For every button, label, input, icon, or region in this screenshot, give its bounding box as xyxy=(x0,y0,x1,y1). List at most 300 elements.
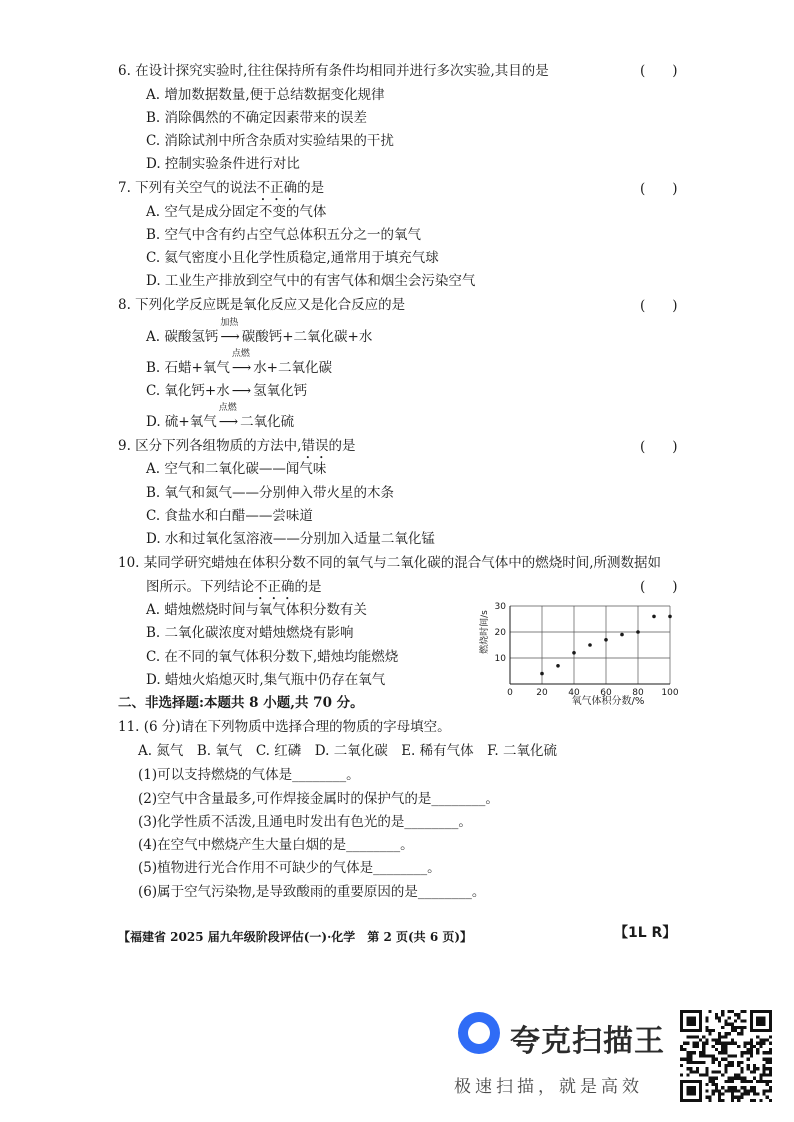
qr-module xyxy=(693,1042,696,1045)
qr-module xyxy=(693,1016,696,1019)
q8-b-reactants: B. 石蜡+氧气 xyxy=(146,360,230,376)
qr-module xyxy=(740,1086,743,1089)
q8-a-products: 碳酸钙+二氧化碳+水 xyxy=(241,329,373,345)
chart-y-tick-label: 20 xyxy=(494,628,506,638)
qr-module xyxy=(756,1020,759,1023)
qr-module xyxy=(718,1096,721,1099)
qr-module xyxy=(721,1035,724,1038)
qr-module xyxy=(750,1054,753,1057)
qr-module xyxy=(762,1051,765,1054)
qr-module xyxy=(724,1048,727,1051)
qr-module xyxy=(693,1070,696,1073)
qr-module xyxy=(747,1080,750,1083)
qr-module xyxy=(724,1045,727,1048)
qr-module xyxy=(734,1089,737,1092)
qr-module xyxy=(728,1077,731,1080)
qr-module xyxy=(759,1099,762,1102)
qr-module xyxy=(686,1058,689,1061)
qr-module xyxy=(766,1067,769,1070)
qr-module xyxy=(769,1029,772,1032)
qr-module xyxy=(705,1029,708,1032)
q6-option-b: B. 消除偶然的不确定因素带来的误差 xyxy=(146,110,368,126)
qr-module xyxy=(737,1064,740,1067)
qr-module xyxy=(762,1092,765,1095)
qr-module xyxy=(753,1029,756,1032)
qr-module xyxy=(740,1070,743,1073)
qr-module xyxy=(750,1039,753,1042)
q10-scatter-chart xyxy=(476,598,686,708)
qr-module xyxy=(699,1096,702,1099)
qr-module xyxy=(762,1080,765,1083)
qr-module xyxy=(750,1042,753,1045)
qr-module xyxy=(696,1067,699,1070)
qr-module xyxy=(769,1051,772,1054)
qr-module xyxy=(769,1061,772,1064)
qr-module xyxy=(728,1086,731,1089)
qr-module xyxy=(759,1039,762,1042)
q7-stem xyxy=(118,179,324,204)
qr-module xyxy=(718,1061,721,1064)
qr-module xyxy=(756,1029,759,1032)
qr-module xyxy=(686,1020,689,1023)
qr-module xyxy=(693,1051,696,1054)
qr-module xyxy=(750,1010,753,1013)
q11-item-5: (5)植物进行光合作用不可缺少的气体是________。 xyxy=(138,860,441,876)
qr-module xyxy=(769,1048,772,1051)
qr-module xyxy=(750,1045,753,1048)
q11-item-6: (6)属于空气污染物,是导致酸雨的重要原因的是________。 xyxy=(138,884,486,900)
q10-stem-post: 的是 xyxy=(294,579,322,595)
qr-module xyxy=(740,1061,743,1064)
qr-module xyxy=(680,1096,683,1099)
qr-module xyxy=(693,1099,696,1102)
qr-module xyxy=(737,1077,740,1080)
chart-x-tick-label: 40 xyxy=(568,688,580,698)
q9-stem-pre: 9. 区分下列各组物质的方法中, xyxy=(118,438,302,454)
qr-module xyxy=(690,1035,693,1038)
qr-module xyxy=(740,1096,743,1099)
qr-module xyxy=(740,1054,743,1057)
qr-module xyxy=(769,1089,772,1092)
qr-module xyxy=(693,1029,696,1032)
qr-module xyxy=(686,1073,689,1076)
qr-module xyxy=(699,1016,702,1019)
reaction-arrow-icon: ⟶ xyxy=(231,360,252,376)
qr-module xyxy=(750,1080,753,1083)
qr-module xyxy=(680,1016,683,1019)
qr-module xyxy=(750,1051,753,1054)
qr-module xyxy=(756,1048,759,1051)
qr-module xyxy=(690,1067,693,1070)
chart-x-tick-label: 0 xyxy=(507,688,513,698)
qr-module xyxy=(731,1010,734,1013)
qr-module xyxy=(680,1023,683,1026)
qr-module xyxy=(680,1080,683,1083)
q8-option-b xyxy=(146,349,332,377)
qr-module xyxy=(747,1064,750,1067)
q11-item-2: (2)空气中含量最多,可作焊接金属时的保护气的是________。 xyxy=(138,791,499,807)
qr-module xyxy=(747,1058,750,1061)
qr-module xyxy=(750,1086,753,1089)
qr-module xyxy=(718,1064,721,1067)
q8-option-c xyxy=(146,382,307,400)
qr-module xyxy=(709,1080,712,1083)
qr-module xyxy=(699,1089,702,1092)
qr-module xyxy=(696,1080,699,1083)
qr-module xyxy=(718,1035,721,1038)
qr-module xyxy=(712,1077,715,1080)
qr-module xyxy=(702,1073,705,1076)
qr-module xyxy=(680,1083,683,1086)
qr-module xyxy=(766,1073,769,1076)
qr-module xyxy=(724,1070,727,1073)
qr-module xyxy=(766,1051,769,1054)
q8-d-arrow xyxy=(217,403,240,431)
qr-module xyxy=(699,1013,702,1016)
qr-module xyxy=(731,1061,734,1064)
chart-x-axis-label: 氧气体积分数/% xyxy=(571,696,645,707)
qr-module xyxy=(680,1058,683,1061)
qr-module xyxy=(686,1051,689,1054)
qr-module xyxy=(724,1020,727,1023)
qr-module xyxy=(715,1048,718,1051)
qr-module xyxy=(683,1042,686,1045)
chart-data-point xyxy=(620,633,624,637)
qr-module xyxy=(769,1099,772,1102)
qr-module xyxy=(705,1016,708,1019)
q7-answer-bracket: ( ) xyxy=(640,181,678,197)
q6-option-a: A. 增加数据数量,便于总结数据变化规律 xyxy=(146,87,385,103)
qr-module xyxy=(747,1089,750,1092)
q7-option-c: C. 氦气密度小且化学性质稳定,通常用于填充气球 xyxy=(146,250,439,266)
chart-y-tick-label: 30 xyxy=(494,602,506,612)
qr-module xyxy=(686,1042,689,1045)
qr-module xyxy=(721,1051,724,1054)
qr-module xyxy=(762,1029,765,1032)
qr-module xyxy=(718,1016,721,1019)
qr-module xyxy=(709,1099,712,1102)
q9-option-d: D. 水和过氧化氢溶液——分别加入适量二氧化锰 xyxy=(146,531,435,547)
qr-module xyxy=(690,1029,693,1032)
qr-module xyxy=(766,1083,769,1086)
qr-module xyxy=(737,1089,740,1092)
qr-module xyxy=(762,1023,765,1026)
qr-module xyxy=(718,1092,721,1095)
qr-module xyxy=(750,1013,753,1016)
qr-module xyxy=(680,1092,683,1095)
q8-option-a xyxy=(146,318,373,346)
qr-module xyxy=(709,1029,712,1032)
qr-module xyxy=(743,1092,746,1095)
qr-module xyxy=(690,1080,693,1083)
qr-module xyxy=(769,1035,772,1038)
qr-module xyxy=(683,1099,686,1102)
qr-module xyxy=(731,1054,734,1057)
qr-module xyxy=(759,1045,762,1048)
q8-a-arrow xyxy=(218,318,241,346)
qr-module xyxy=(737,1073,740,1076)
qr-module xyxy=(740,1077,743,1080)
qr-module xyxy=(728,1061,731,1064)
qr-module xyxy=(690,1058,693,1061)
qr-module xyxy=(715,1058,718,1061)
qr-module xyxy=(690,1010,693,1013)
qr-module xyxy=(728,1042,731,1045)
qr-module xyxy=(762,1067,765,1070)
qr-module xyxy=(721,1013,724,1016)
qr-module xyxy=(680,1089,683,1092)
qr-module xyxy=(699,1026,702,1029)
qr-module xyxy=(693,1089,696,1092)
qr-module xyxy=(731,1039,734,1042)
qr-module xyxy=(740,1067,743,1070)
qr-module xyxy=(759,1010,762,1013)
brand-slogan: 极速扫描，就是高效 xyxy=(454,1077,643,1097)
qr-module xyxy=(769,1013,772,1016)
qr-module xyxy=(721,1058,724,1061)
q11-item-4: (4)在空气中燃烧产生大量白烟的是________。 xyxy=(138,837,414,853)
qr-module xyxy=(756,1010,759,1013)
qr-module xyxy=(724,1032,727,1035)
qr-module xyxy=(731,1077,734,1080)
qr-module xyxy=(686,1089,689,1092)
q6-option-c: C. 消除试剂中所含杂质对实验结果的干扰 xyxy=(146,133,394,149)
qr-module xyxy=(715,1086,718,1089)
qr-module xyxy=(753,1077,756,1080)
qr-module xyxy=(766,1010,769,1013)
qr-module xyxy=(712,1061,715,1064)
qr-module xyxy=(690,1054,693,1057)
qr-module xyxy=(715,1013,718,1016)
qr-module xyxy=(721,1099,724,1102)
qr-module xyxy=(766,1080,769,1083)
qr-module xyxy=(721,1026,724,1029)
q9-option-c: C. 食盐水和白醋——尝味道 xyxy=(146,508,313,524)
qr-module xyxy=(734,1077,737,1080)
q8-d-products: 二氧化硫 xyxy=(240,414,295,430)
qr-module xyxy=(680,1064,683,1067)
qr-module xyxy=(690,1086,693,1089)
chart-data-point xyxy=(668,615,672,619)
q6-stem: 6. 在设计探究实验时,往往保持所有条件均相同并进行多次实验,其目的是 xyxy=(118,63,549,79)
qr-module xyxy=(721,1092,724,1095)
qr-module xyxy=(747,1042,750,1045)
qr-module xyxy=(737,1099,740,1102)
qr-module xyxy=(699,1010,702,1013)
qr-module xyxy=(721,1048,724,1051)
qr-module xyxy=(728,1010,731,1013)
qr-module xyxy=(731,1042,734,1045)
qr-module xyxy=(690,1089,693,1092)
qr-module xyxy=(712,1083,715,1086)
q10-option-b: B. 二氧化碳浓度对蜡烛燃烧有影响 xyxy=(146,625,354,641)
q8-b-products: 水+二氧化碳 xyxy=(253,360,332,376)
qr-module xyxy=(731,1029,734,1032)
qr-module xyxy=(693,1020,696,1023)
q8-d-condition: 点燃 xyxy=(218,403,237,413)
qr-module xyxy=(734,1054,737,1057)
qr-module xyxy=(680,1048,683,1051)
qr-module xyxy=(690,1051,693,1054)
qr-module xyxy=(743,1045,746,1048)
q9-option-b: B. 氧气和氮气——分别伸入带火星的木条 xyxy=(146,485,395,501)
qr-module xyxy=(753,1099,756,1102)
qr-module xyxy=(769,1023,772,1026)
q9-stem-emphasis: 错误 xyxy=(301,438,329,454)
qr-module xyxy=(718,1051,721,1054)
qr-module xyxy=(705,1042,708,1045)
qr-module xyxy=(759,1016,762,1019)
qr-module xyxy=(693,1023,696,1026)
qr-module xyxy=(712,1029,715,1032)
qr-module xyxy=(740,1032,743,1035)
qr-module xyxy=(683,1029,686,1032)
qr-module xyxy=(683,1058,686,1061)
qr-module xyxy=(693,1080,696,1083)
qr-module xyxy=(753,1010,756,1013)
q8-c-arrow xyxy=(230,382,253,400)
qr-module xyxy=(715,1070,718,1073)
qr-module xyxy=(699,1086,702,1089)
qr-module xyxy=(728,1023,731,1026)
qr-module xyxy=(769,1070,772,1073)
q10-option-a: A. 蜡烛燃烧时间与氧气体积分数有关 xyxy=(146,602,367,618)
qr-module xyxy=(680,1099,683,1102)
chart-data-point xyxy=(636,630,640,634)
qr-module xyxy=(690,1016,693,1019)
section-2-heading: 二、非选择题:本题共 8 小题,共 70 分。 xyxy=(118,695,364,711)
qr-module xyxy=(686,1099,689,1102)
q8-option-d xyxy=(146,403,295,431)
qr-module xyxy=(680,1020,683,1023)
q7-stem-emphasis: 不正确 xyxy=(256,180,298,196)
qr-module xyxy=(769,1042,772,1045)
qr-module xyxy=(686,1080,689,1083)
qr-module xyxy=(766,1089,769,1092)
qr-module xyxy=(721,1045,724,1048)
q7-option-a: A. 空气是成分固定不变的气体 xyxy=(146,204,327,220)
qr-module xyxy=(756,1051,759,1054)
qr-module xyxy=(753,1067,756,1070)
qr-module xyxy=(759,1023,762,1026)
chart-data-point xyxy=(588,643,592,647)
chart-x-tick-label: 60 xyxy=(600,688,612,698)
qr-module xyxy=(699,1099,702,1102)
qr-module xyxy=(769,1067,772,1070)
qr-module xyxy=(750,1070,753,1073)
q11-stem: 11. (6 分)请在下列物质中选择合理的物质的字母填空。 xyxy=(118,719,451,735)
qr-module xyxy=(718,1032,721,1035)
q10-stem-line2 xyxy=(146,578,322,603)
qr-module xyxy=(705,1070,708,1073)
qr-module xyxy=(762,1039,765,1042)
qr-module xyxy=(762,1016,765,1019)
q10-answer-bracket: ( ) xyxy=(640,579,678,595)
chart-y-tick-label: 10 xyxy=(494,654,506,664)
qr-module xyxy=(759,1029,762,1032)
qr-module xyxy=(762,1010,765,1013)
qr-module xyxy=(715,1042,718,1045)
qr-module xyxy=(753,1045,756,1048)
qr-module xyxy=(728,1064,731,1067)
qr-module xyxy=(750,1023,753,1026)
q11-choices: A. 氮气 B. 氧气 C. 红磷 D. 二氧化碳 E. 稀有气体 F. 二氧化硫 xyxy=(138,743,557,759)
qr-module xyxy=(705,1073,708,1076)
qr-module xyxy=(699,1054,702,1057)
q8-a-reactants: A. 碳酸氢钙 xyxy=(146,329,219,345)
qr-module xyxy=(759,1080,762,1083)
qr-module xyxy=(712,1058,715,1061)
qr-module xyxy=(705,1096,708,1099)
qr-module xyxy=(762,1089,765,1092)
qr-module xyxy=(737,1061,740,1064)
qr-module xyxy=(750,1016,753,1019)
q8-stem: 8. 下列化学反应既是氧化反应又是化合反应的是 xyxy=(118,297,406,313)
chart-x-tick-label: 100 xyxy=(661,688,679,698)
qr-module xyxy=(724,1051,727,1054)
qr-module xyxy=(699,1023,702,1026)
qr-module xyxy=(696,1070,699,1073)
q7-stem-pre: 7. 下列有关空气的说法 xyxy=(118,180,257,196)
qr-module xyxy=(731,1089,734,1092)
qr-module xyxy=(731,1092,734,1095)
qr-module xyxy=(709,1032,712,1035)
qr-module xyxy=(686,1067,689,1070)
qr-module xyxy=(702,1035,705,1038)
qr-module xyxy=(693,1086,696,1089)
qr-module xyxy=(766,1061,769,1064)
qr-module xyxy=(756,1042,759,1045)
qr-module xyxy=(705,1054,708,1057)
page-footer: 【福建省 2025 届九年级阶段评估(一)·化学 第 2 页(共 6 页)】 xyxy=(118,930,473,944)
qr-module xyxy=(743,1026,746,1029)
qr-module xyxy=(680,1010,683,1013)
qr-module xyxy=(712,1092,715,1095)
qr-module xyxy=(734,1013,737,1016)
qr-module xyxy=(750,1029,753,1032)
qr-module xyxy=(753,1070,756,1073)
chart-x-tick-label: 20 xyxy=(536,688,548,698)
reaction-arrow-icon: ⟶ xyxy=(220,329,240,345)
qr-module xyxy=(680,1029,683,1032)
qr-module xyxy=(715,1077,718,1080)
qr-module xyxy=(753,1092,756,1095)
qr-module xyxy=(696,1035,699,1038)
q7-option-b: B. 空气中含有约占空气总体积五分之一的氧气 xyxy=(146,227,422,243)
qr-module xyxy=(753,1086,756,1089)
qr-module xyxy=(759,1073,762,1076)
qr-module xyxy=(718,1039,721,1042)
qr-module xyxy=(705,1039,708,1042)
qr-module xyxy=(737,1016,740,1019)
qr-module xyxy=(743,1042,746,1045)
qr-module xyxy=(750,1026,753,1029)
qr-module xyxy=(693,1010,696,1013)
qr-module xyxy=(734,1029,737,1032)
qr-module xyxy=(680,1086,683,1089)
qr-module xyxy=(690,1061,693,1064)
qr-module xyxy=(680,1073,683,1076)
qr-module xyxy=(705,1020,708,1023)
qr-module xyxy=(705,1026,708,1029)
qr-module xyxy=(769,1058,772,1061)
qr-module xyxy=(699,1083,702,1086)
q8-b-condition: 点燃 xyxy=(231,349,250,359)
qr-module xyxy=(699,1020,702,1023)
quark-logo-icon xyxy=(456,1010,502,1056)
qr-module xyxy=(762,1073,765,1076)
qr-module xyxy=(737,1045,740,1048)
